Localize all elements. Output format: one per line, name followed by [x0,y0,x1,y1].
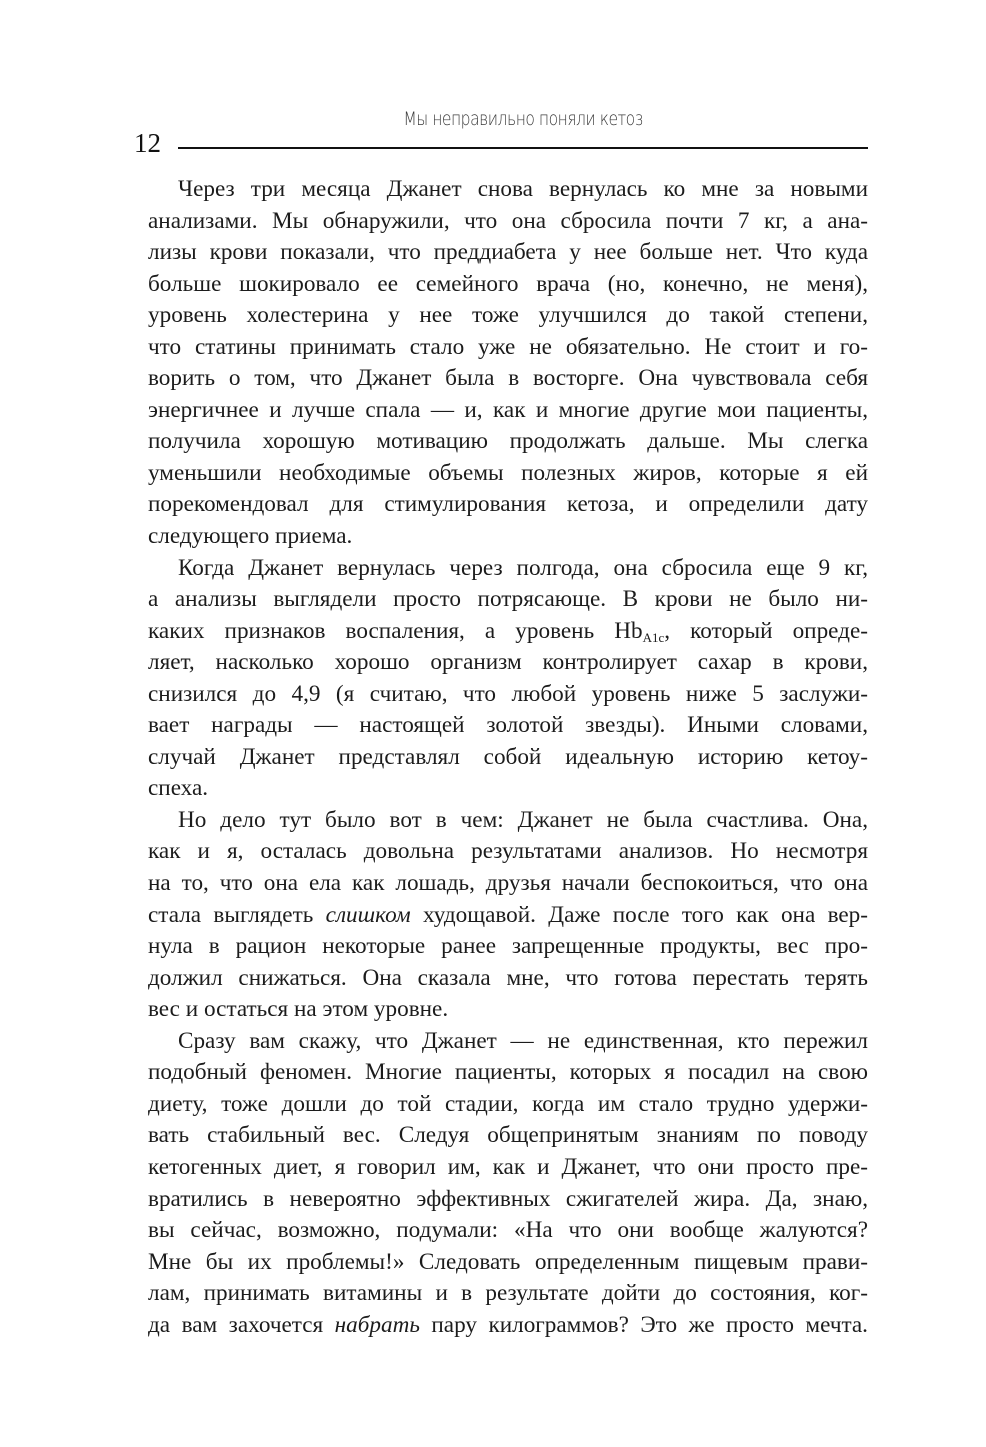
text-line: на то, что она ела как лошадь, друзья начали беспокоиться, что она [148,870,868,897]
text-line: Сразу вам скажу, что Джанет — не единственная, кто пережил [178,1027,868,1054]
text-line-emphasis [148,900,868,932]
text-fragment: да вам захочется [148,1311,335,1338]
header-rule [178,147,868,149]
text-line: снизился до 4,9 (я считаю, что любой уровень ниже 5 заслужи- [148,680,868,707]
paragraph-4 [148,1026,868,1341]
text-line: диету, тоже дошли до той стадии, когда им стало трудно удержи- [148,1090,868,1117]
paragraph-1 [148,174,868,553]
text-fragment: каких признаков воспаления, а уровень Hb [148,617,643,644]
text-line: как и я, осталась довольна результатами анализов. Но несмотря [148,838,868,865]
text-fragment: пару килограммов? Это же просто мечта. [419,1311,868,1338]
text-line: анализами. Мы обнаружили, что она сбросила почти 7 кг, а ана- [148,207,868,234]
page-number: 12 [134,128,161,158]
text-line: что статины принимать стало уже не обязательно. Не стоит и го- [148,333,868,360]
text-line: вы сейчас, возможно, подумали: «На что они вообще жалуются? [148,1217,868,1244]
hba1c-subscript: A1c [642,629,665,645]
text-line-hba1c [148,616,868,648]
text-line: лизы крови показали, что преддиабета у нее больше нет. Что куда [148,239,868,266]
text-line: случай Джанет представлял собой идеальную историю кетоу- [148,743,868,770]
text-fragment: , который опреде- [664,617,868,644]
text-line: нула в рацион некоторые ранее запрещенные продукты, вес про- [148,933,868,960]
text-line: следующего приема. [148,523,353,550]
body-text [148,174,868,1341]
text-line: Но дело тут было вот в чем: Джанет не была счастлива. Она, [178,806,868,833]
running-title: Мы неправильно поняли кетоз [403,108,643,130]
text-line: больше шокировало ее семейного врача (но, конечно, не меня), [148,270,868,297]
text-line-emphasis [148,1310,868,1342]
text-line: ляет, насколько хорошо организм контролирует сахар в крови, [148,649,868,676]
text-line: вратились в невероятно эффективных сжигателей жира. Да, знаю, [148,1185,868,1212]
text-line: подобный феномен. Многие пациенты, которых я посадил на свою [148,1059,868,1086]
text-fragment: худощавой. Даже после того как она вер- [410,901,868,928]
text-line: вает награды — настоящей золотой звезды). Иными словами, [148,712,868,739]
text-line: Через три месяца Джанет снова вернулась ко мне за новыми [178,176,868,202]
text-line: лам, принимать витамины и в результате дойти до состояния, ког- [148,1280,868,1307]
text-fragment: стала выглядеть [148,901,326,928]
text-line: энергичнее и лучше спала — и, как и многие другие мои пациенты, [148,396,868,423]
text-line: ворить о том, что Джанет была в восторге. Она чувствовала себя [148,365,868,392]
text-line: спеха. [148,775,209,802]
text-line: а анализы выглядели просто потрясающе. В крови не было ни- [148,586,868,613]
text-line: получила хорошую мотивацию продолжать дальше. Мы слегка [148,428,868,455]
text-line: вес и остаться на этом уровне. [148,996,449,1023]
emphasis-text: набрать [334,1311,420,1338]
paragraph-3 [148,805,868,1026]
text-line: вать стабильный вес. Следуя общепринятым знаниям по поводу [148,1122,868,1149]
emphasis-text: слишком [325,901,411,928]
text-line: уменьшили необходимые объемы полезных жиров, которые я ей [148,459,868,486]
paragraph-2 [148,553,868,805]
text-line: должил снижаться. Она сказала мне, что готова перестать терять [148,964,868,991]
text-line: порекомендовал для стимулирования кетоза, и определили дату [148,491,868,518]
text-line: уровень холестерина у нее тоже улучшился до такой степени, [148,302,868,329]
text-line: Когда Джанет вернулась через полгода, она сбросила еще 9 кг, [178,554,868,581]
text-line: Мне бы их проблемы!» Следовать определенным пищевым прави- [148,1248,868,1275]
text-line: кетогенных диет, я говорил им, как и Джанет, что они просто пре- [148,1153,868,1180]
